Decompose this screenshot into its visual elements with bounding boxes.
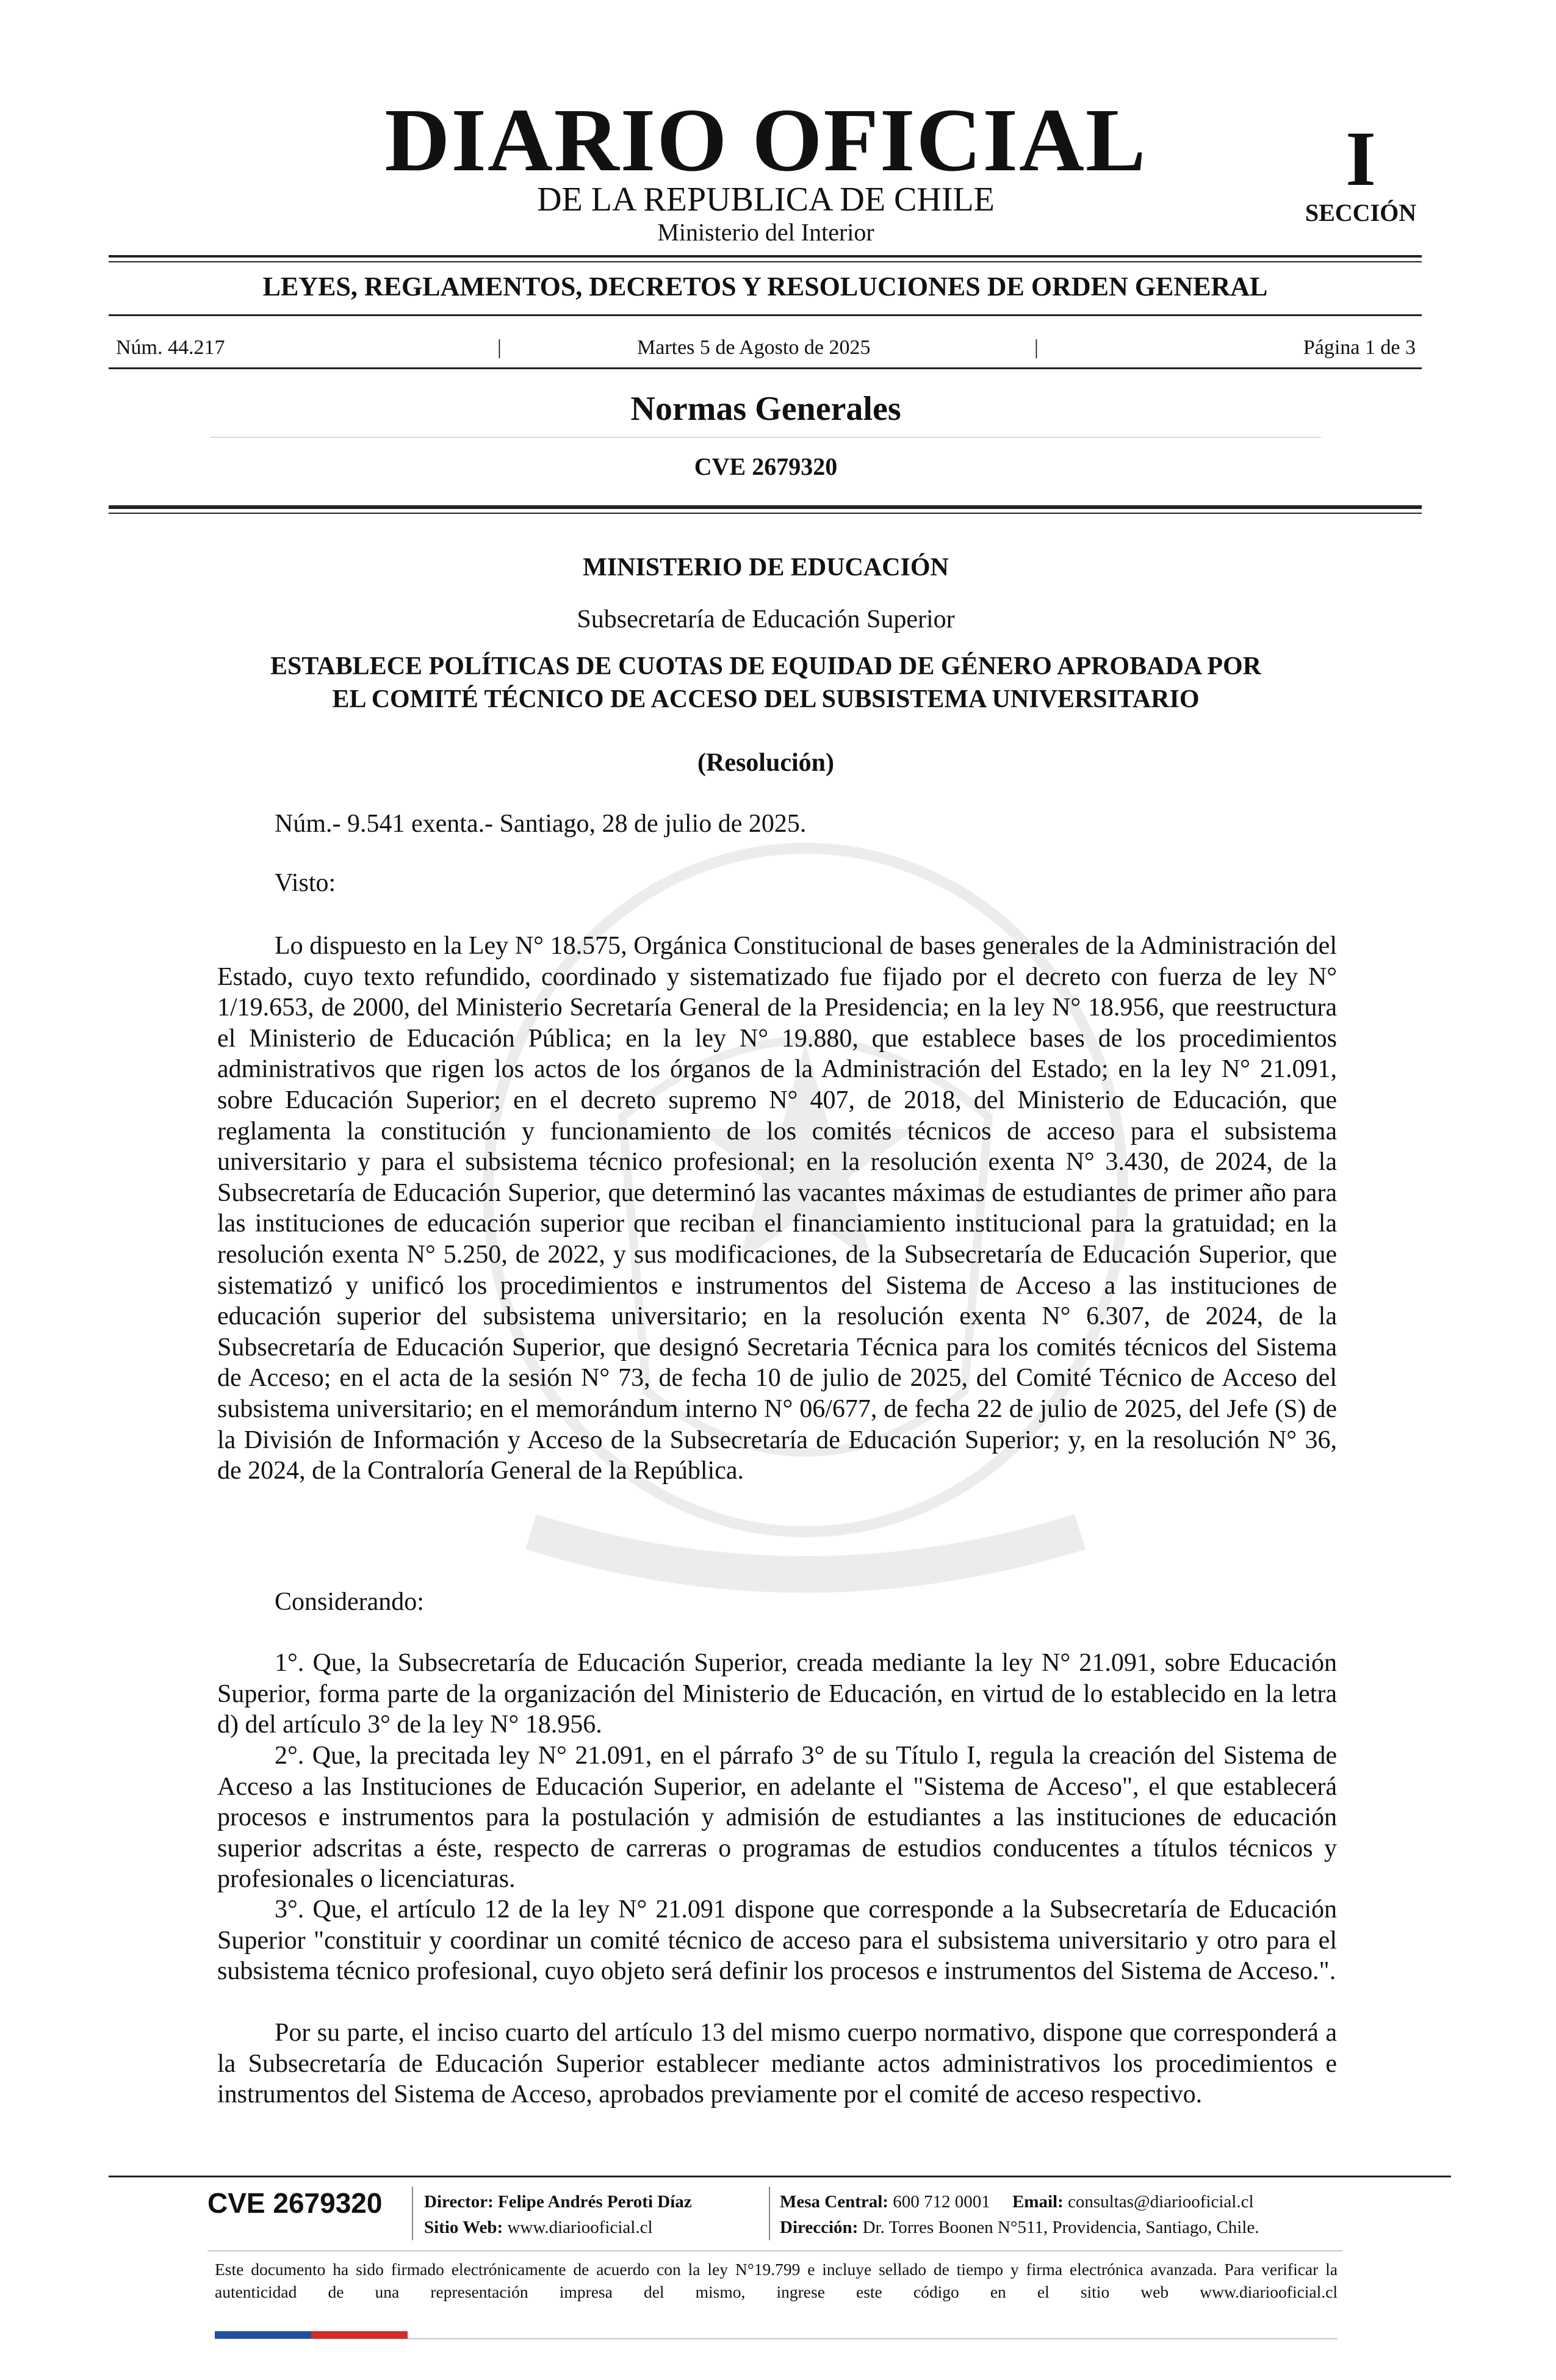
email-link[interactable]: consultas@diariooficial.cl	[1068, 2192, 1254, 2212]
considerando-paragraph: 1°. Que, la Subsecretaría de Educación Superior, creada mediante la ley N° 21.091, sobre Educación Superior, forma parte de la organización del Ministerio de Educación, en virtud de lo establecido en la letra d) del artículo 3° de la ley N° 18.956.	[217, 1649, 1337, 1739]
info-separator: |	[497, 336, 502, 359]
website-label: Sitio Web:	[424, 2218, 503, 2237]
footer-address	[780, 2215, 1259, 2240]
page-indicator: Página 1 de 3	[1303, 336, 1416, 359]
section-band-title: LEYES, REGLAMENTOS, DECRETOS Y RESOLUCIONES DE ORDEN GENERAL	[262, 272, 1268, 301]
body-rule-thick	[109, 505, 1422, 509]
header-rule-top-thin	[109, 261, 1422, 262]
section-number: I	[1345, 115, 1376, 202]
issue-date: Martes 5 de Agosto de 2025	[637, 336, 871, 359]
footer-cve-code: CVE 2679320	[207, 2187, 383, 2219]
considerando-paragraph: 2°. Que, la precitada ley N° 21.091, en el párrafo 3° de su Título I, regula la creación del Sistema de Acceso a las Instituciones de Educación Superior, en adelante el "Sistema de Acceso", el que establecerá procesos e instrumentos para la postulación y admisión de estudiantes a las instituciones de educación superior adscritas a éste, respecto de carreras o programas de estudios conducentes a títulos técnicos y profesionales o licenciaturas.	[217, 1742, 1337, 1894]
newspaper-title: DIARIO OFICIAL	[384, 90, 1147, 190]
footer-contact	[780, 2190, 1254, 2214]
issue-number: Núm. 44.217	[116, 336, 225, 359]
flag-stripe-blue	[215, 2331, 311, 2339]
issuing-ministry: MINISTERIO DE EDUCACIÓN	[583, 554, 949, 582]
body-rule-thin	[109, 513, 1422, 514]
flag-stripe-red	[311, 2331, 408, 2339]
visto-paragraph: Lo dispuesto en la Ley N° 18.575, Orgánica Constitucional de bases generales de la Administración del Estado, cuyo texto refundido, coordinado y sistematizado fue fijado por el decreto con fuerza de ley N° 1/19.653, de 2000, del Ministerio Secretaría General de la Presidencia; en la ley N° 18.956, que reestructura el Ministerio de Educación Pública; en la ley N° 19.880, que establece bases de los procedimientos administrativos que rigen los actos de los órganos de la Administración del Estado; en la ley N° 21.091, sobre Educación Superior; en el decreto supremo N° 407, de 2018, del Ministerio de Educación, que reglamenta la constitución y funcionamiento de los comités técnicos de acceso para el subsistema universitario y para el subsistema técnico profesional; en la resolución exenta N° 3.430, de 2024, de la Subsecretaría de Educación Superior, que determinó las vacantes máximas de estudiantes de primer año para las instituciones de educación superior que reciban el financiamiento institucional para la gratuidad; en la resolución exenta N° 5.250, de 2022, y sus modificaciones, de la Subsecretaría de Educación Superior, que sistematizó y unificó los procedimientos e instrumentos del Sistema de Acceso a las instituciones de educación superior del subsistema universitario; en la resolución exenta N° 6.307, de 2024, de la Subsecretaría de Educación Superior, que designó Secretaria Técnica para los comités técnicos del Sistema de Acceso; en el acta de la sesión N° 73, de fecha 10 de julio de 2025, del Comité Técnico de Acceso del subsistema universitario; en el memorándum interno N° 06/677, de fecha 22 de julio de 2025, del Jefe (S) de la División de Información y Acceso de la Subsecretaría de Educación Superior; y, en la resolución N° 36, de 2024, de la Contraloría General de la República.	[217, 932, 1337, 1485]
website-link[interactable]: www.diariooficial.cl	[507, 2218, 653, 2237]
resolution-title-line: EL COMITÉ TÉCNICO DE ACCESO DEL SUBSISTEMA UNIVERSITARIO	[332, 685, 1200, 713]
address-text: Dr. Torres Boonen N°511, Providencia, Santiago, Chile.	[862, 2218, 1259, 2237]
band-rule	[109, 314, 1422, 316]
email-label: Email:	[1012, 2192, 1064, 2212]
masthead	[0, 92, 1556, 250]
resolution-label: (Resolución)	[697, 749, 834, 777]
phone-number: 600 712 0001	[893, 2192, 990, 2212]
footer-divider	[769, 2187, 770, 2240]
header-rule-top	[109, 255, 1422, 258]
issue-info-row	[116, 330, 1416, 366]
address-label: Dirección:	[780, 2218, 859, 2237]
newspaper-ministry: Ministerio del Interior	[657, 218, 874, 246]
phone-label: Mesa Central:	[780, 2192, 888, 2212]
considerando-heading: Considerando:	[275, 1588, 424, 1616]
footer-rule	[109, 2176, 1451, 2177]
section-label: SECCIÓN	[1305, 199, 1417, 226]
footer-website	[424, 2215, 653, 2240]
considerando-paragraph: Por su parte, el inciso cuarto del artículo 13 del mismo cuerpo normativo, dispone que corresponderá a la Subsecretaría de Educación Superior establecer mediante actos administrativos los procedimientos e instrumentos del Sistema de Acceso, aprobados previamente por el comité de acceso respectivo.	[217, 2019, 1337, 2109]
electronic-signature-note: Este documento ha sido firmado electrónicamente de acuerdo con la ley N°19.799 e incluye sellado de tiempo y firma electrónica avanzada. Para verificar la autenticidad de una representación impresa del mismo, ingrese este código en el sitio web www.diariooficial.cl	[215, 2260, 1338, 2301]
director-name: Felipe Andrés Peroti Díaz	[498, 2192, 692, 2212]
considerando-paragraph: 3°. Que, el artículo 12 de la ley N° 21.091 dispone que corresponde a la Subsecretaría de Educación Superior "constituir y coordinar un comité técnico de acceso para el subsistema universitario y otro para el subsistema técnico profesional, cuyo objeto será definir los procesos e instrumentos del Sistema de Acceso.".	[217, 1895, 1337, 1986]
cve-code: CVE 2679320	[694, 453, 838, 480]
newspaper-subtitle: DE LA REPUBLICA DE CHILE	[537, 181, 995, 218]
resolution-number-line: Núm.- 9.541 exenta.- Santiago, 28 de julio de 2025.	[275, 810, 807, 838]
info-separator: |	[1034, 336, 1039, 359]
norms-underline	[211, 437, 1321, 438]
footer-divider	[412, 2187, 413, 2240]
footer-director	[424, 2190, 692, 2214]
resolution-title-line: ESTABLECE POLÍTICAS DE CUOTAS DE EQUIDAD DE GÉNERO APROBADA POR	[270, 652, 1261, 680]
director-label: Director:	[424, 2192, 494, 2212]
norms-section-title: Normas Generales	[630, 390, 901, 428]
info-rule	[109, 367, 1422, 369]
visto-heading: Visto:	[275, 869, 336, 897]
issuing-subsecretariat: Subsecretaría de Educación Superior	[577, 605, 955, 633]
resolution-title	[183, 650, 1349, 716]
